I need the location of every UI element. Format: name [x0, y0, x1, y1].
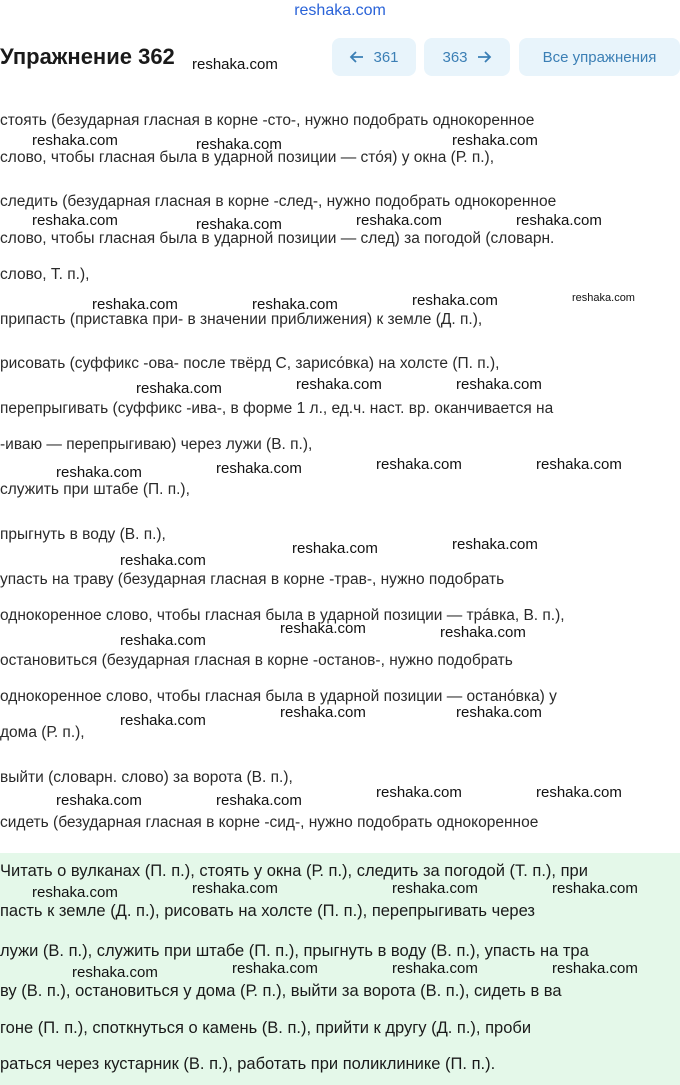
watermark: reshaka.com — [516, 212, 602, 229]
watermark: reshaka.com — [56, 464, 142, 481]
text-line: прыгнуть в воду (В. п.), — [0, 526, 166, 543]
next-exercise-label: 363 — [442, 48, 468, 66]
answer-line: Читать о вулканах (П. п.), стоять у окна (Р. п.), следить за погодой (Т. п.), при — [0, 862, 588, 880]
watermark: reshaka.com — [392, 880, 478, 897]
watermark: reshaka.com — [296, 376, 382, 393]
text-line: однокоренное слово, чтобы гласная была в ударной позиции — остано́вка) у — [0, 688, 557, 705]
watermark: reshaka.com — [452, 132, 538, 149]
text-line: слово, Т. п.), — [0, 266, 90, 283]
watermark: reshaka.com — [552, 960, 638, 977]
text-line: однокоренное слово, чтобы гласная была в ударной позиции — тра́вка, В. п.), — [0, 607, 565, 624]
answer-line: лужи (В. п.), служить при штабе (П. п.), прыгнуть в воду (В. п.), упасть на тра — [0, 942, 589, 960]
watermark: reshaka.com — [196, 216, 282, 233]
all-exercises-button[interactable] — [519, 38, 680, 76]
watermark: reshaka.com — [392, 960, 478, 977]
watermark: reshaka.com — [216, 460, 302, 477]
next-exercise-button[interactable] — [424, 38, 510, 76]
watermark: reshaka.com — [72, 964, 158, 981]
watermark: reshaka.com — [216, 792, 302, 809]
text-line: припасть (приставка при- в значении приближения) к земле (Д. п.), — [0, 311, 483, 328]
watermark: reshaka.com — [356, 212, 442, 229]
answer-line: раться через кустарник (В. п.), работать при поликлинике (П. п.). — [0, 1055, 496, 1073]
answer-line: ву (В. п.), остановиться у дома (Р. п.), выйти за ворота (В. п.), сидеть в ва — [0, 982, 562, 1000]
prev-exercise-label: 361 — [373, 48, 399, 66]
text-line: выйти (словарн. слово) за ворота (В. п.), — [0, 769, 293, 786]
watermark: reshaka.com — [280, 620, 366, 637]
text-line: перепрыгивать (суффикс -ива-, в форме 1 л., ед.ч. наст. вр. оканчивается на — [0, 400, 554, 417]
watermark: reshaka.com — [120, 552, 206, 569]
text-line: следить (безударная гласная в корне -след-, нужно подобрать однокоренное — [0, 193, 557, 210]
text-line: дома (Р. п.), — [0, 724, 85, 741]
watermark: reshaka.com — [456, 704, 542, 721]
text-line: рисовать (суффикс -ова- после твёрд С, зарисо́вка) на холсте (П. п.), — [0, 355, 500, 372]
watermark: reshaka.com — [192, 56, 278, 73]
watermark: reshaka.com — [252, 296, 338, 313]
arrow-left-icon — [349, 49, 365, 65]
watermark: reshaka.com — [292, 540, 378, 557]
watermark: reshaka.com — [120, 712, 206, 729]
page-title: Упражнение 362 — [0, 44, 175, 69]
watermark: reshaka.com — [192, 880, 278, 897]
watermark: reshaka.com — [376, 784, 462, 801]
watermark: reshaka.com — [440, 624, 526, 641]
watermark: reshaka.com — [572, 292, 635, 304]
watermark: reshaka.com — [232, 960, 318, 977]
prev-exercise-button[interactable] — [332, 38, 416, 76]
arrow-right-icon — [476, 49, 492, 65]
text-line: остановиться (безударная гласная в корне -останов-, нужно подобрать — [0, 652, 513, 669]
all-exercises-label: Все упражнения — [542, 48, 657, 66]
answer-line: пасть к земле (Д. п.), рисовать на холсте (П. п.), перепрыгивать через — [0, 902, 535, 920]
text-line: служить при штабе (П. п.), — [0, 481, 190, 498]
watermark: reshaka.com — [456, 376, 542, 393]
watermark: reshaka.com — [552, 880, 638, 897]
watermark: reshaka.com — [32, 884, 118, 901]
text-line: стоять (безударная гласная в корне -сто-, нужно подобрать однокоренное — [0, 112, 535, 129]
watermark: reshaka.com — [32, 212, 118, 229]
watermark: reshaka.com — [32, 132, 118, 149]
watermark: reshaka.com — [452, 536, 538, 553]
watermark: reshaka.com — [196, 136, 282, 153]
watermark: reshaka.com — [92, 296, 178, 313]
watermark: reshaka.com — [280, 704, 366, 721]
text-line: слово, чтобы гласная была в ударной позиции — след) за погодой (словарн. — [0, 230, 555, 247]
text-line: слово, чтобы гласная была в ударной позиции — сто́я) у окна (Р. п.), — [0, 149, 494, 166]
watermark: reshaka.com — [536, 784, 622, 801]
watermark: reshaka.com — [376, 456, 462, 473]
header — [0, 38, 680, 78]
answer-line: гоне (П. п.), споткнуться о камень (В. п.), прийти к другу (Д. п.), проби — [0, 1019, 532, 1037]
watermark: reshaka.com — [412, 292, 498, 309]
text-line: сидеть (безударная гласная в корне -сид-, нужно подобрать однокоренное — [0, 814, 539, 831]
watermark: reshaka.com — [120, 632, 206, 649]
text-line: упасть на траву (безударная гласная в корне -трав-, нужно подобрать — [0, 571, 505, 588]
watermark: reshaka.com — [136, 380, 222, 397]
text-line: -иваю — перепрыгиваю) через лужи (В. п.), — [0, 436, 313, 453]
watermark: reshaka.com — [56, 792, 142, 809]
watermark: reshaka.com — [536, 456, 622, 473]
top-watermark: reshaka.com — [294, 2, 386, 19]
